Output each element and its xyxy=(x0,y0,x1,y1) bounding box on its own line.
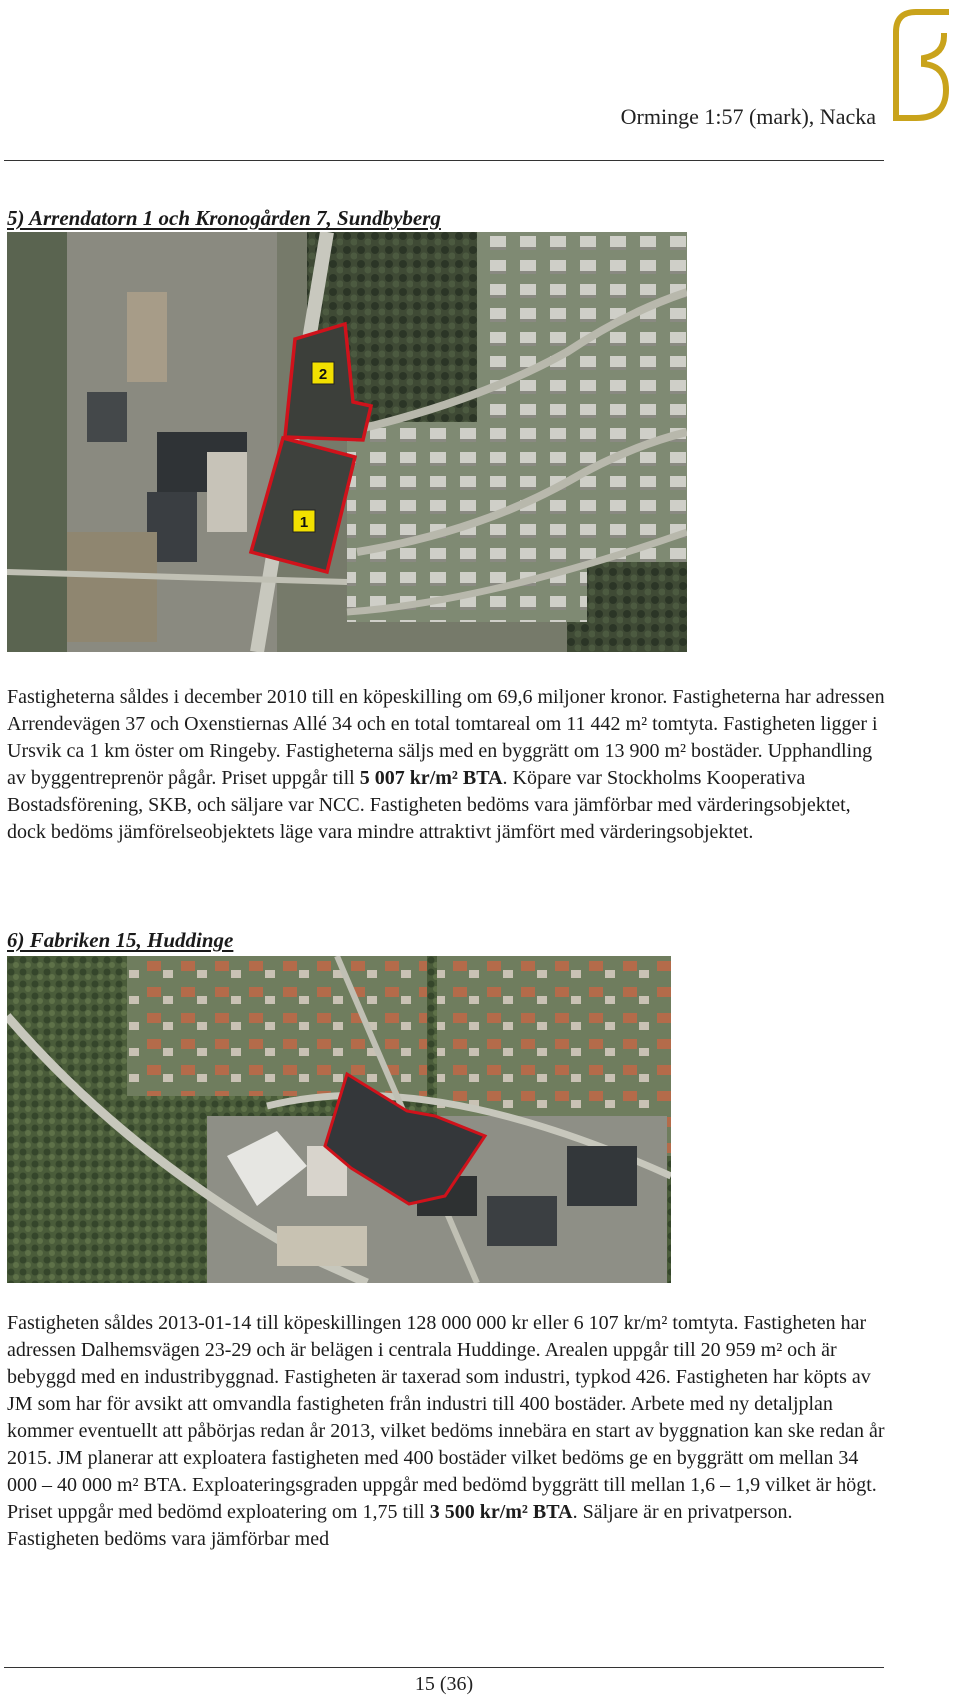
section-paragraph-arrendatorn: Fastigheterna såldes i december 2010 till en köpeskilling om 69,6 miljoner kronor. Fastigheterna har adressen Arrendevägen 37 och Oxenstiernas Allé 34 och en total tomtareal om 11 442 m² tomtyta. Fastigheten ligger i Ursvik ca 1 km öster om Ringeby. Fastigheterna säljs med en byggrätt om 13 900 m² bostäder. Upphandling av byggentreprenör pågår. Priset uppgår till 5 007 kr/m² BTA. Köpare var Stockholms Kooperativa Bostadsförening, SKB, och säljare var NCC. Fastigheten bedöms vara jämförbar med värderingsobjektet, dock bedöms jämförelseobjektets läge vara mindre attraktivt jämfört med värderingsobjektet. xyxy=(7,686,885,843)
header-divider xyxy=(4,160,884,161)
document-header-title: Orminge 1:57 (mark), Nacka xyxy=(620,104,876,129)
price-highlight: 3 500 kr/m² BTA xyxy=(429,1501,573,1523)
footer-divider xyxy=(4,1667,884,1668)
section-heading-fabriken: 6) Fabriken 15, Huddinge xyxy=(7,928,234,952)
page-number: 15 (36) xyxy=(414,1673,474,1695)
price-highlight: 5 007 kr/m² BTA xyxy=(359,767,503,789)
aerial-map-huddinge xyxy=(7,956,671,1283)
parcel-label-2: 2 xyxy=(318,366,328,383)
section-paragraph-fabriken: Fastigheten såldes 2013-01-14 till köpeskillingen 128 000 000 kr eller 6 107 kr/m² tomtyta. Fastigheten har adressen Dalhemsvägen 23-29 och är belägen i centrala Huddinge. Arealen uppgår till 20 959 m² och är bebyggd med en industribyggnad. Fastigheten är taxerad som industri, typkod 426. Fastigheten har köpts av JM som har för avsikt att omvandla fastigheten från industri till 400 bostäder. Arbete med ny detaljplan kommer eventuellt att påbörjas redan år 2013, vilket bedöms innebära en start av byggnation kan ske redan år 2015. JM planerar att exploatera fastigheten med 400 bostäder vilket bedöms ge en byggrätt om mellan 34 000 – 40 000 m² BTA. Exploateringsgraden uppgår med bedömd byggrätt till mellan 1,6 – 1,9 vilket är högt. Priset uppgår med bedömd exploatering om 1,75 till 3 500 kr/m² BTA. Säljare är en privatperson. Fastigheten bedöms vara jämförbar med xyxy=(7,1312,885,1550)
company-logo-icon xyxy=(886,6,954,126)
section-heading-arrendatorn: 5) Arrendatorn 1 och Kronogården 7, Sundbyberg xyxy=(7,206,441,230)
parcel-label-1: 1 xyxy=(299,514,309,531)
aerial-map-sundbyberg xyxy=(7,232,687,652)
